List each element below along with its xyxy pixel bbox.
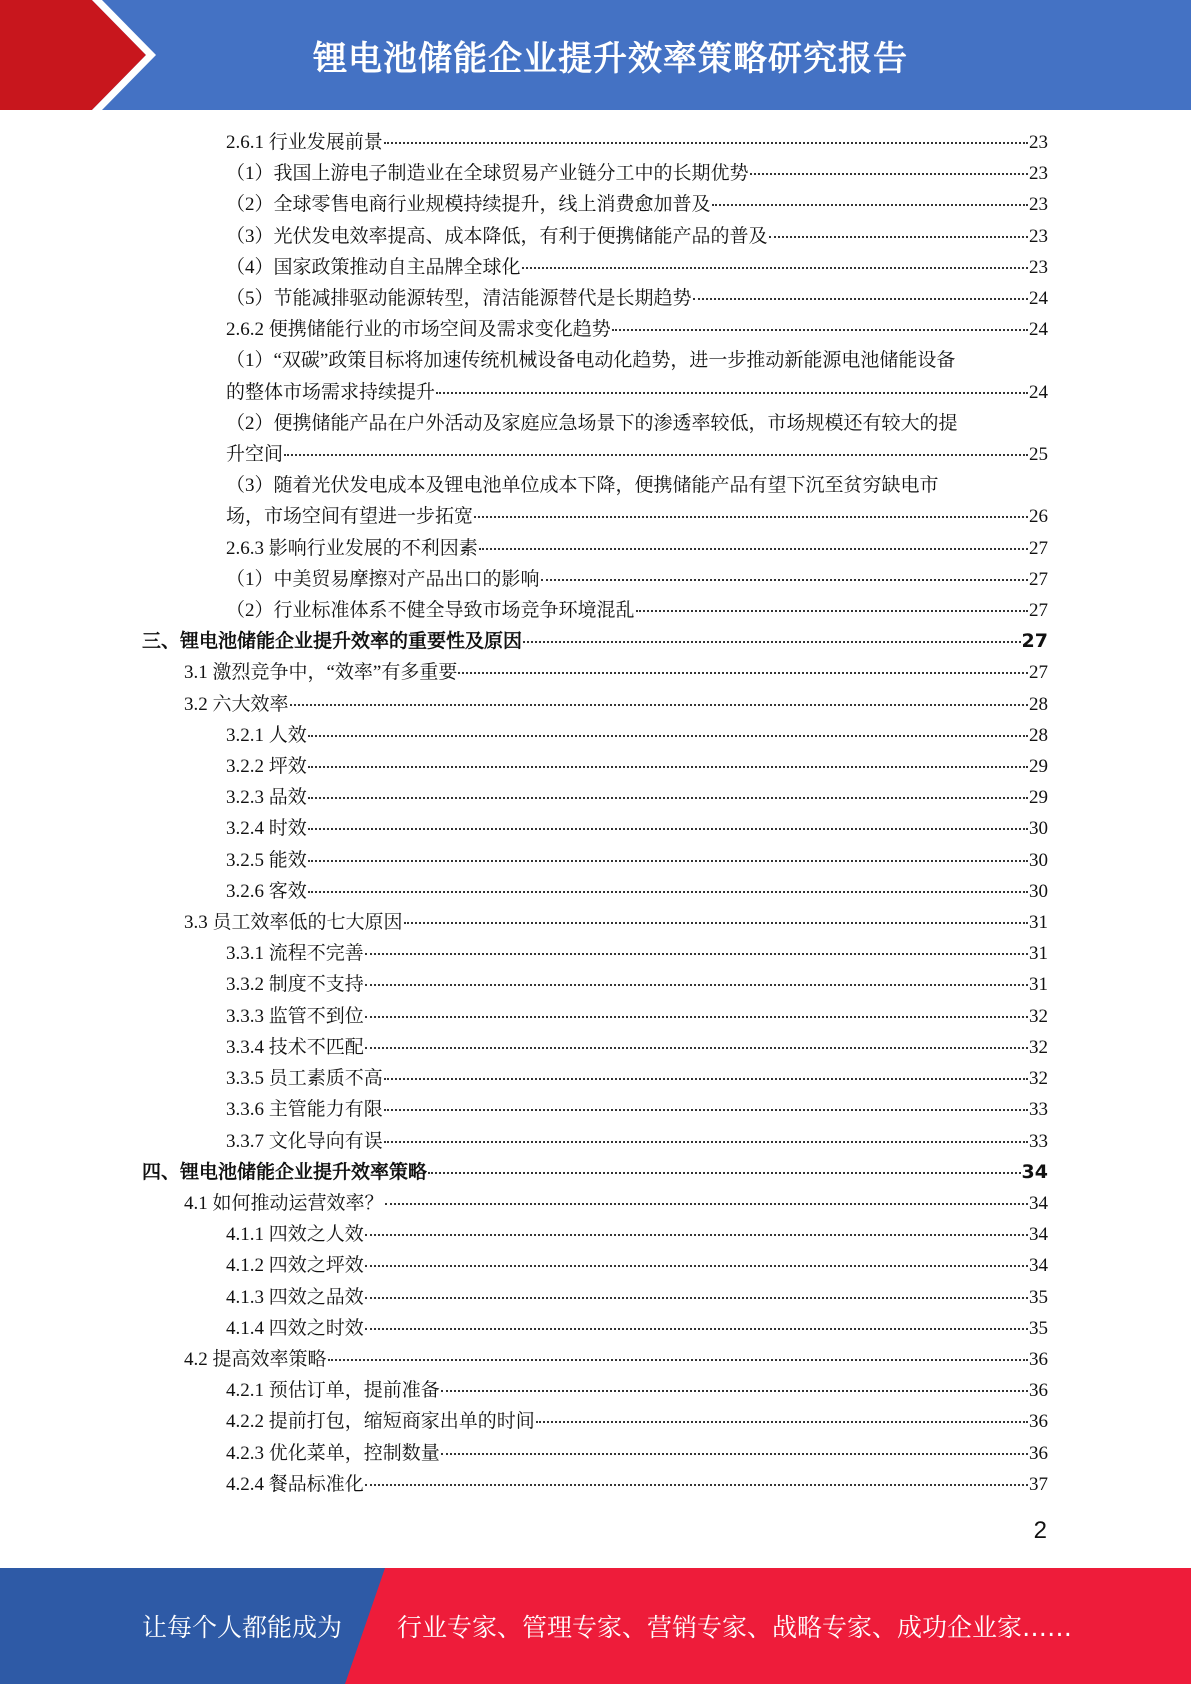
toc-leader-dots [522,266,1028,269]
page-header [0,0,1191,110]
toc-entry-text: 2.6.1 行业发展前景 [226,132,383,153]
toc-entry[interactable] [142,1032,1048,1063]
footer-slogan-left: 让每个人都能成为 [142,1613,343,1642]
toc-entry-text: （2）便携储能产品在户外活动及家庭应急场景下的渗透率较低，市场规模还有较大的提 [226,412,958,434]
footer-slogan-right: 行业专家、管理专家、营销专家、战略专家、成功企业家…… [397,1613,1073,1642]
toc-entry[interactable] [142,751,1048,782]
toc-leader-dots [290,703,1028,706]
toc-entry-text: 4.1.3 四效之品效 [226,1286,364,1308]
toc-entry[interactable] [142,252,1048,283]
toc-entry-text: 3.2.6 客效 [226,880,307,902]
toc-leader-dots [365,1327,1028,1330]
toc-entry[interactable] [142,283,1048,314]
toc-chapter-entry[interactable] [142,1157,1048,1188]
toc-page-number: 28 [1029,724,1048,746]
toc-leader-dots [458,671,1028,674]
toc-entry-text: 四、锂电池储能企业提升效率策略 [142,1160,428,1183]
toc-entry[interactable] [142,564,1048,595]
toc-leader-dots [365,1483,1028,1486]
toc-page-number: 27 [1029,568,1048,590]
toc-leader-dots [404,921,1028,924]
toc-leader-dots [612,328,1028,331]
toc-entry[interactable] [142,158,1048,189]
toc-leader-dots [308,890,1028,893]
toc-entry[interactable] [142,1219,1048,1250]
toc-entry[interactable] [142,1126,1048,1157]
toc-leader-dots [365,1046,1028,1049]
toc-page-number: 29 [1029,787,1048,809]
toc-entry-text: 3.2.1 人效 [226,724,307,746]
toc-leader-dots [284,453,1028,456]
toc-entry-text: （1）中美贸易摩擦对产品出口的影响 [226,568,540,590]
toc-leader-dots [750,172,1028,175]
page-number: 2 [1033,1517,1047,1544]
toc-entry-text: 4.2.2 提前打包，缩短商家出单的时间 [226,1411,535,1433]
toc-leader-dots [428,1171,1021,1174]
toc-page-number: 31 [1029,943,1048,965]
toc-page-number: 36 [1029,1442,1048,1464]
toc-page-number: 34 [1029,1224,1048,1246]
toc-page-number: 33 [1029,1099,1048,1121]
toc-page-number: 36 [1029,1380,1048,1402]
toc-entry[interactable] [142,907,1048,938]
toc-leader-dots [474,515,1028,518]
toc-page-number: 27 [1029,662,1048,684]
toc-page-number: 34 [1029,1192,1048,1214]
toc-page-number: 29 [1029,756,1048,778]
toc-entry[interactable] [142,314,1048,345]
toc-entry-text: 场，市场空间有望进一步拓宽 [226,506,474,528]
toc-page-number: 36 [1029,1411,1048,1433]
toc-entry-text: 3.3.2 制度不支持 [226,974,364,996]
toc-entry[interactable] [142,720,1048,751]
toc-chapter-entry[interactable] [142,626,1048,657]
toc-leader-dots [308,765,1028,768]
toc-entry[interactable] [142,1094,1048,1125]
toc-leader-dots [308,796,1028,799]
toc-leader-dots [636,609,1028,612]
toc-leader-dots [365,1264,1028,1267]
toc-leader-dots [365,952,1028,955]
toc-entry-text: 3.2.5 能效 [226,849,307,871]
toc-entry[interactable] [142,782,1048,813]
toc-entry-text: 4.2.3 优化菜单，控制数量 [226,1442,440,1464]
toc-entry-text: （1）我国上游电子制造业在全球贸易产业链分工中的长期优势 [226,163,749,185]
toc-leader-dots [693,297,1028,300]
toc-page-number: 24 [1029,381,1048,403]
toc-entry[interactable] [142,533,1048,564]
toc-leader-dots [308,734,1028,737]
toc-page-number: 31 [1029,912,1048,934]
toc-entry-text: 2.6.2 便携储能行业的市场空间及需求变化趋势 [226,319,611,341]
toc-entry-text: 3.3.6 主管能力有限 [226,1099,383,1121]
toc-entry[interactable] [142,1001,1048,1032]
toc-page-number: 31 [1029,974,1048,996]
toc-leader-dots [308,859,1028,862]
toc-page-number: 30 [1029,880,1048,902]
toc-entry[interactable] [142,408,1048,470]
toc-page-number: 25 [1029,444,1048,466]
toc-entry[interactable] [142,813,1048,844]
toc-entry-text: （3）光伏发电效率提高、成本降低，有利于便携储能产品的普及 [226,225,768,247]
toc-entry-text: （2）全球零售电商行业规模持续提升，线上消费愈加普及 [226,194,711,216]
toc-leader-dots [384,1077,1028,1080]
toc-entry[interactable] [142,1406,1048,1437]
toc-leader-dots [536,1420,1028,1423]
toc-entry[interactable] [142,845,1048,876]
toc-entry-text: 4.1 如何推动运营效率？ [184,1192,384,1214]
toc-entry[interactable] [142,1063,1048,1094]
toc-entry-text: 2.6.3 影响行业发展的不利因素 [226,537,478,559]
toc-leader-dots [328,1358,1028,1361]
toc-entry[interactable] [142,1375,1048,1406]
toc-leader-dots [441,1389,1028,1392]
toc-page-number: 27 [1021,630,1048,653]
toc-page-number: 24 [1029,319,1048,341]
toc-page-number: 33 [1029,1130,1048,1152]
table-of-contents [142,127,1048,1500]
toc-leader-dots [384,1140,1028,1143]
toc-leader-dots [384,1108,1028,1111]
toc-page-number: 23 [1029,194,1048,216]
toc-leader-dots [479,547,1028,550]
toc-page-number: 24 [1029,288,1048,310]
toc-page-number: 23 [1029,225,1048,247]
toc-entry[interactable] [142,221,1048,252]
page-footer [0,1568,1191,1684]
toc-page-number: 27 [1029,537,1048,559]
toc-entry[interactable] [142,345,1048,407]
toc-entry-text: 4.1.1 四效之人效 [226,1224,364,1246]
toc-entry-text: 3.3.1 流程不完善 [226,943,364,965]
toc-leader-dots [769,235,1028,238]
toc-entry[interactable] [142,127,1048,158]
toc-page-number: 26 [1029,506,1048,528]
toc-entry[interactable] [142,1469,1048,1500]
toc-entry[interactable] [142,876,1048,907]
toc-entry-text: 3.3.3 监管不到位 [226,1005,364,1027]
toc-leader-dots [712,203,1028,206]
toc-entry-text: 4.1.2 四效之坪效 [226,1255,364,1277]
toc-entry-text: 3.2.4 时效 [226,818,307,840]
toc-entry-text: 3.3.7 文化导向有误 [226,1130,383,1152]
toc-entry-text: 3.1 激烈竞争中，“效率”有多重要 [184,662,458,684]
toc-page-number: 32 [1029,1005,1048,1027]
toc-page-number: 34 [1029,1255,1048,1277]
toc-entry[interactable] [142,1438,1048,1469]
toc-entry[interactable] [142,689,1048,720]
header-red-arrow [0,0,150,110]
toc-entry[interactable] [142,1282,1048,1313]
toc-page-number: 35 [1029,1317,1048,1339]
toc-page-number: 37 [1029,1473,1048,1495]
toc-page-number: 34 [1021,1160,1048,1183]
toc-entry-text: 3.3 员工效率低的七大原因 [184,912,403,934]
toc-page-number: 23 [1029,132,1048,153]
toc-page-number: 28 [1029,693,1048,715]
toc-entry[interactable] [142,1313,1048,1344]
toc-leader-dots [384,141,1028,144]
toc-page-number: 36 [1029,1348,1048,1370]
toc-entry-text: （1）“双碳”政策目标将加速传统机械设备电动化趋势，进一步推动新能源电池储能设备 [226,350,956,372]
toc-entry-text: 3.3.5 员工素质不高 [226,1068,383,1090]
toc-leader-dots [541,578,1028,581]
toc-page-number: 32 [1029,1036,1048,1058]
toc-entry-text: 升空间 [226,444,284,466]
toc-entry[interactable] [142,1344,1048,1375]
toc-entry-text: 3.2 六大效率 [184,693,289,715]
toc-page-number: 23 [1029,256,1048,278]
toc-entry-text: （3）随着光伏发电成本及锂电池单位成本下降，便携储能产品有望下沉至贫穷缺电市 [226,475,939,497]
toc-page-number: 23 [1029,163,1048,185]
toc-leader-dots [441,1452,1028,1455]
toc-leader-dots [385,1202,1028,1205]
toc-entry[interactable] [142,938,1048,969]
toc-entry-text: （5）节能减排驱动能源转型，清洁能源替代是长期趋势 [226,288,692,310]
toc-page-number: 35 [1029,1286,1048,1308]
toc-leader-dots [436,391,1028,394]
toc-entry-text: 三、锂电池储能企业提升效率的重要性及原因 [142,630,523,653]
toc-entry[interactable] [142,969,1048,1000]
toc-entry[interactable] [142,1188,1048,1219]
toc-leader-dots [365,983,1028,986]
toc-entry-text: 4.2.4 餐品标准化 [226,1473,364,1495]
toc-leader-dots [523,640,1021,643]
toc-entry[interactable] [142,1250,1048,1281]
toc-entry-text: 3.2.2 坪效 [226,756,307,778]
toc-leader-dots [365,1233,1028,1236]
toc-entry[interactable] [142,595,1048,626]
toc-entry-text: 3.3.4 技术不匹配 [226,1036,364,1058]
toc-entry-text: （4）国家政策推动自主品牌全球化 [226,256,521,278]
toc-leader-dots [365,1015,1028,1018]
toc-entry-text: 的整体市场需求持续提升 [226,381,436,403]
toc-page-number: 30 [1029,849,1048,871]
toc-page-number: 30 [1029,818,1048,840]
report-title: 锂电池储能企业提升效率策略研究报告 [313,38,908,79]
toc-entry-text: 4.1.4 四效之时效 [226,1317,364,1339]
toc-entry[interactable] [142,470,1048,532]
toc-entry[interactable] [142,189,1048,220]
toc-page-number: 32 [1029,1068,1048,1090]
toc-entry-text: 4.2 提高效率策略 [184,1348,327,1370]
toc-leader-dots [308,827,1028,830]
toc-page-number: 27 [1029,600,1048,622]
toc-leader-dots [365,1296,1028,1299]
toc-entry-text: 3.2.3 品效 [226,787,307,809]
toc-entry[interactable] [142,657,1048,688]
toc-entry-text: 4.2.1 预估订单，提前准备 [226,1380,440,1402]
toc-entry-text: （2）行业标准体系不健全导致市场竞争环境混乱 [226,600,635,622]
